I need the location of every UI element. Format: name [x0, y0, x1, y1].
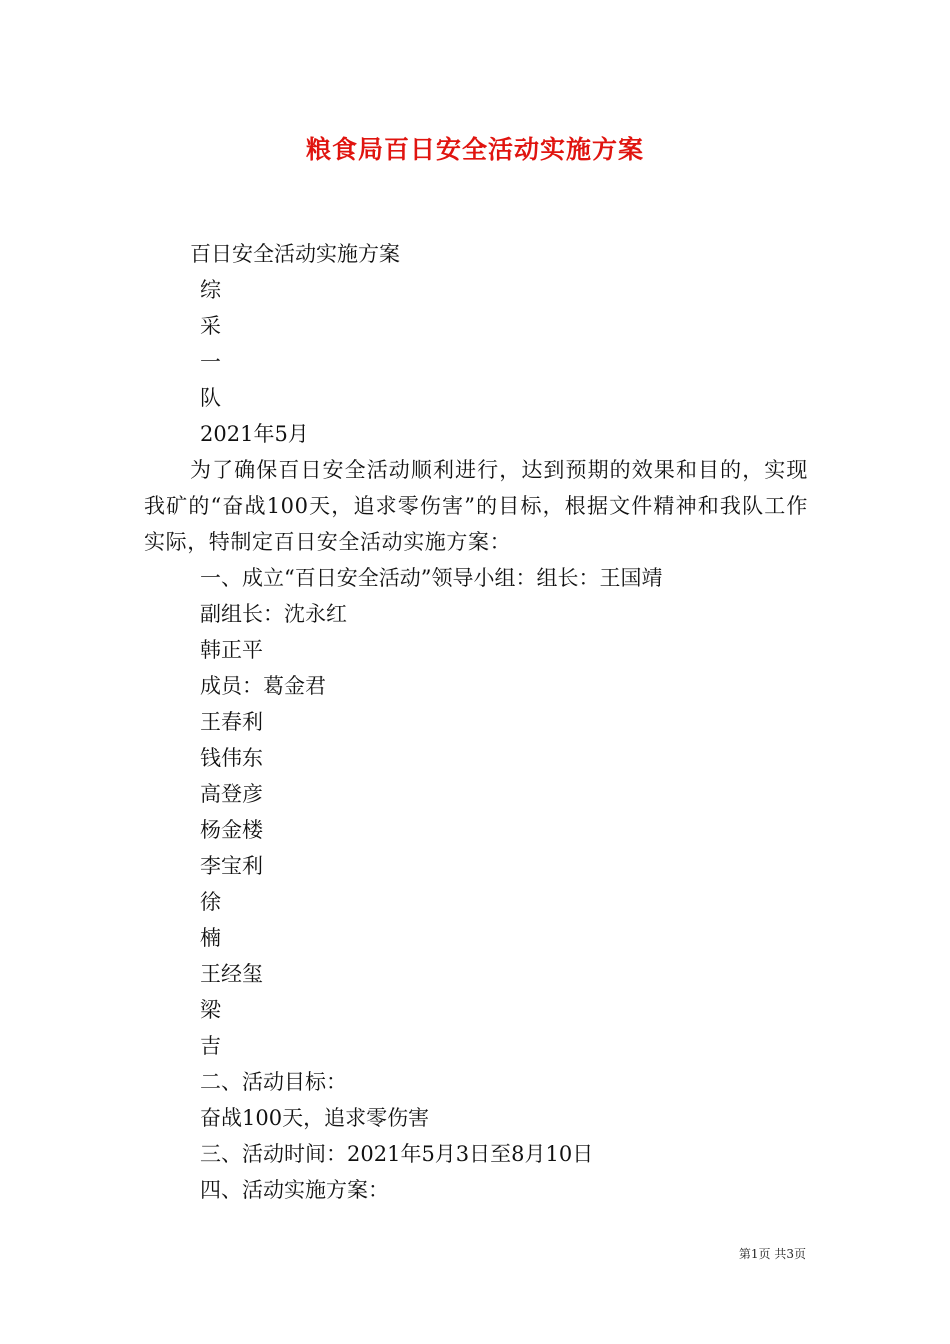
section-1-heading: 一、成立“百日安全活动”领导小组：组长：王国靖 — [200, 566, 663, 590]
member-name: 高登彦 — [200, 782, 263, 806]
deputy-leader-2: 韩正平 — [200, 638, 263, 662]
section-2-heading: 二、活动目标： — [200, 1070, 347, 1094]
member-name: 徐 — [200, 890, 221, 914]
section-3-heading: 三、活动时间：2021年5月3日至8月10日 — [200, 1142, 594, 1166]
unit-char: 综 — [200, 278, 221, 302]
page-title: 粮食局百日安全活动实施方案 — [305, 135, 644, 164]
section-4-heading: 四、活动实施方案： — [200, 1178, 389, 1202]
deputy-leader: 副组长：沈永红 — [200, 602, 347, 626]
member-name: 杨金楼 — [200, 818, 263, 842]
members-label: 成员：葛金君 — [200, 674, 326, 698]
member-name: 王春利 — [200, 710, 263, 734]
member-name: 吉 — [200, 1034, 221, 1058]
member-name: 李宝利 — [200, 854, 263, 878]
unit-char: 一 — [200, 350, 221, 374]
member-name: 钱伟东 — [200, 746, 263, 770]
member-name: 楠 — [200, 926, 221, 950]
member-name: 王经玺 — [200, 962, 263, 986]
unit-char: 队 — [200, 386, 221, 410]
member-name: 梁 — [200, 998, 221, 1022]
activity-goal: 奋战100天，追求零伤害 — [200, 1106, 430, 1130]
doc-date: 2021年5月 — [200, 422, 309, 446]
intro-paragraph: 为了确保百日安全活动顺利进行，达到预期的效果和目的，实现我矿的“奋战100天，追求零伤害”的目标，根据文件精神和我队工作实际，特制定百日安全活动实施方案： — [144, 458, 808, 554]
document-body — [144, 236, 808, 1208]
unit-char: 采 — [200, 314, 221, 338]
doc-subtitle: 百日安全活动实施方案 — [190, 242, 400, 266]
page-footer: 第1页 共3页 — [738, 1247, 806, 1261]
